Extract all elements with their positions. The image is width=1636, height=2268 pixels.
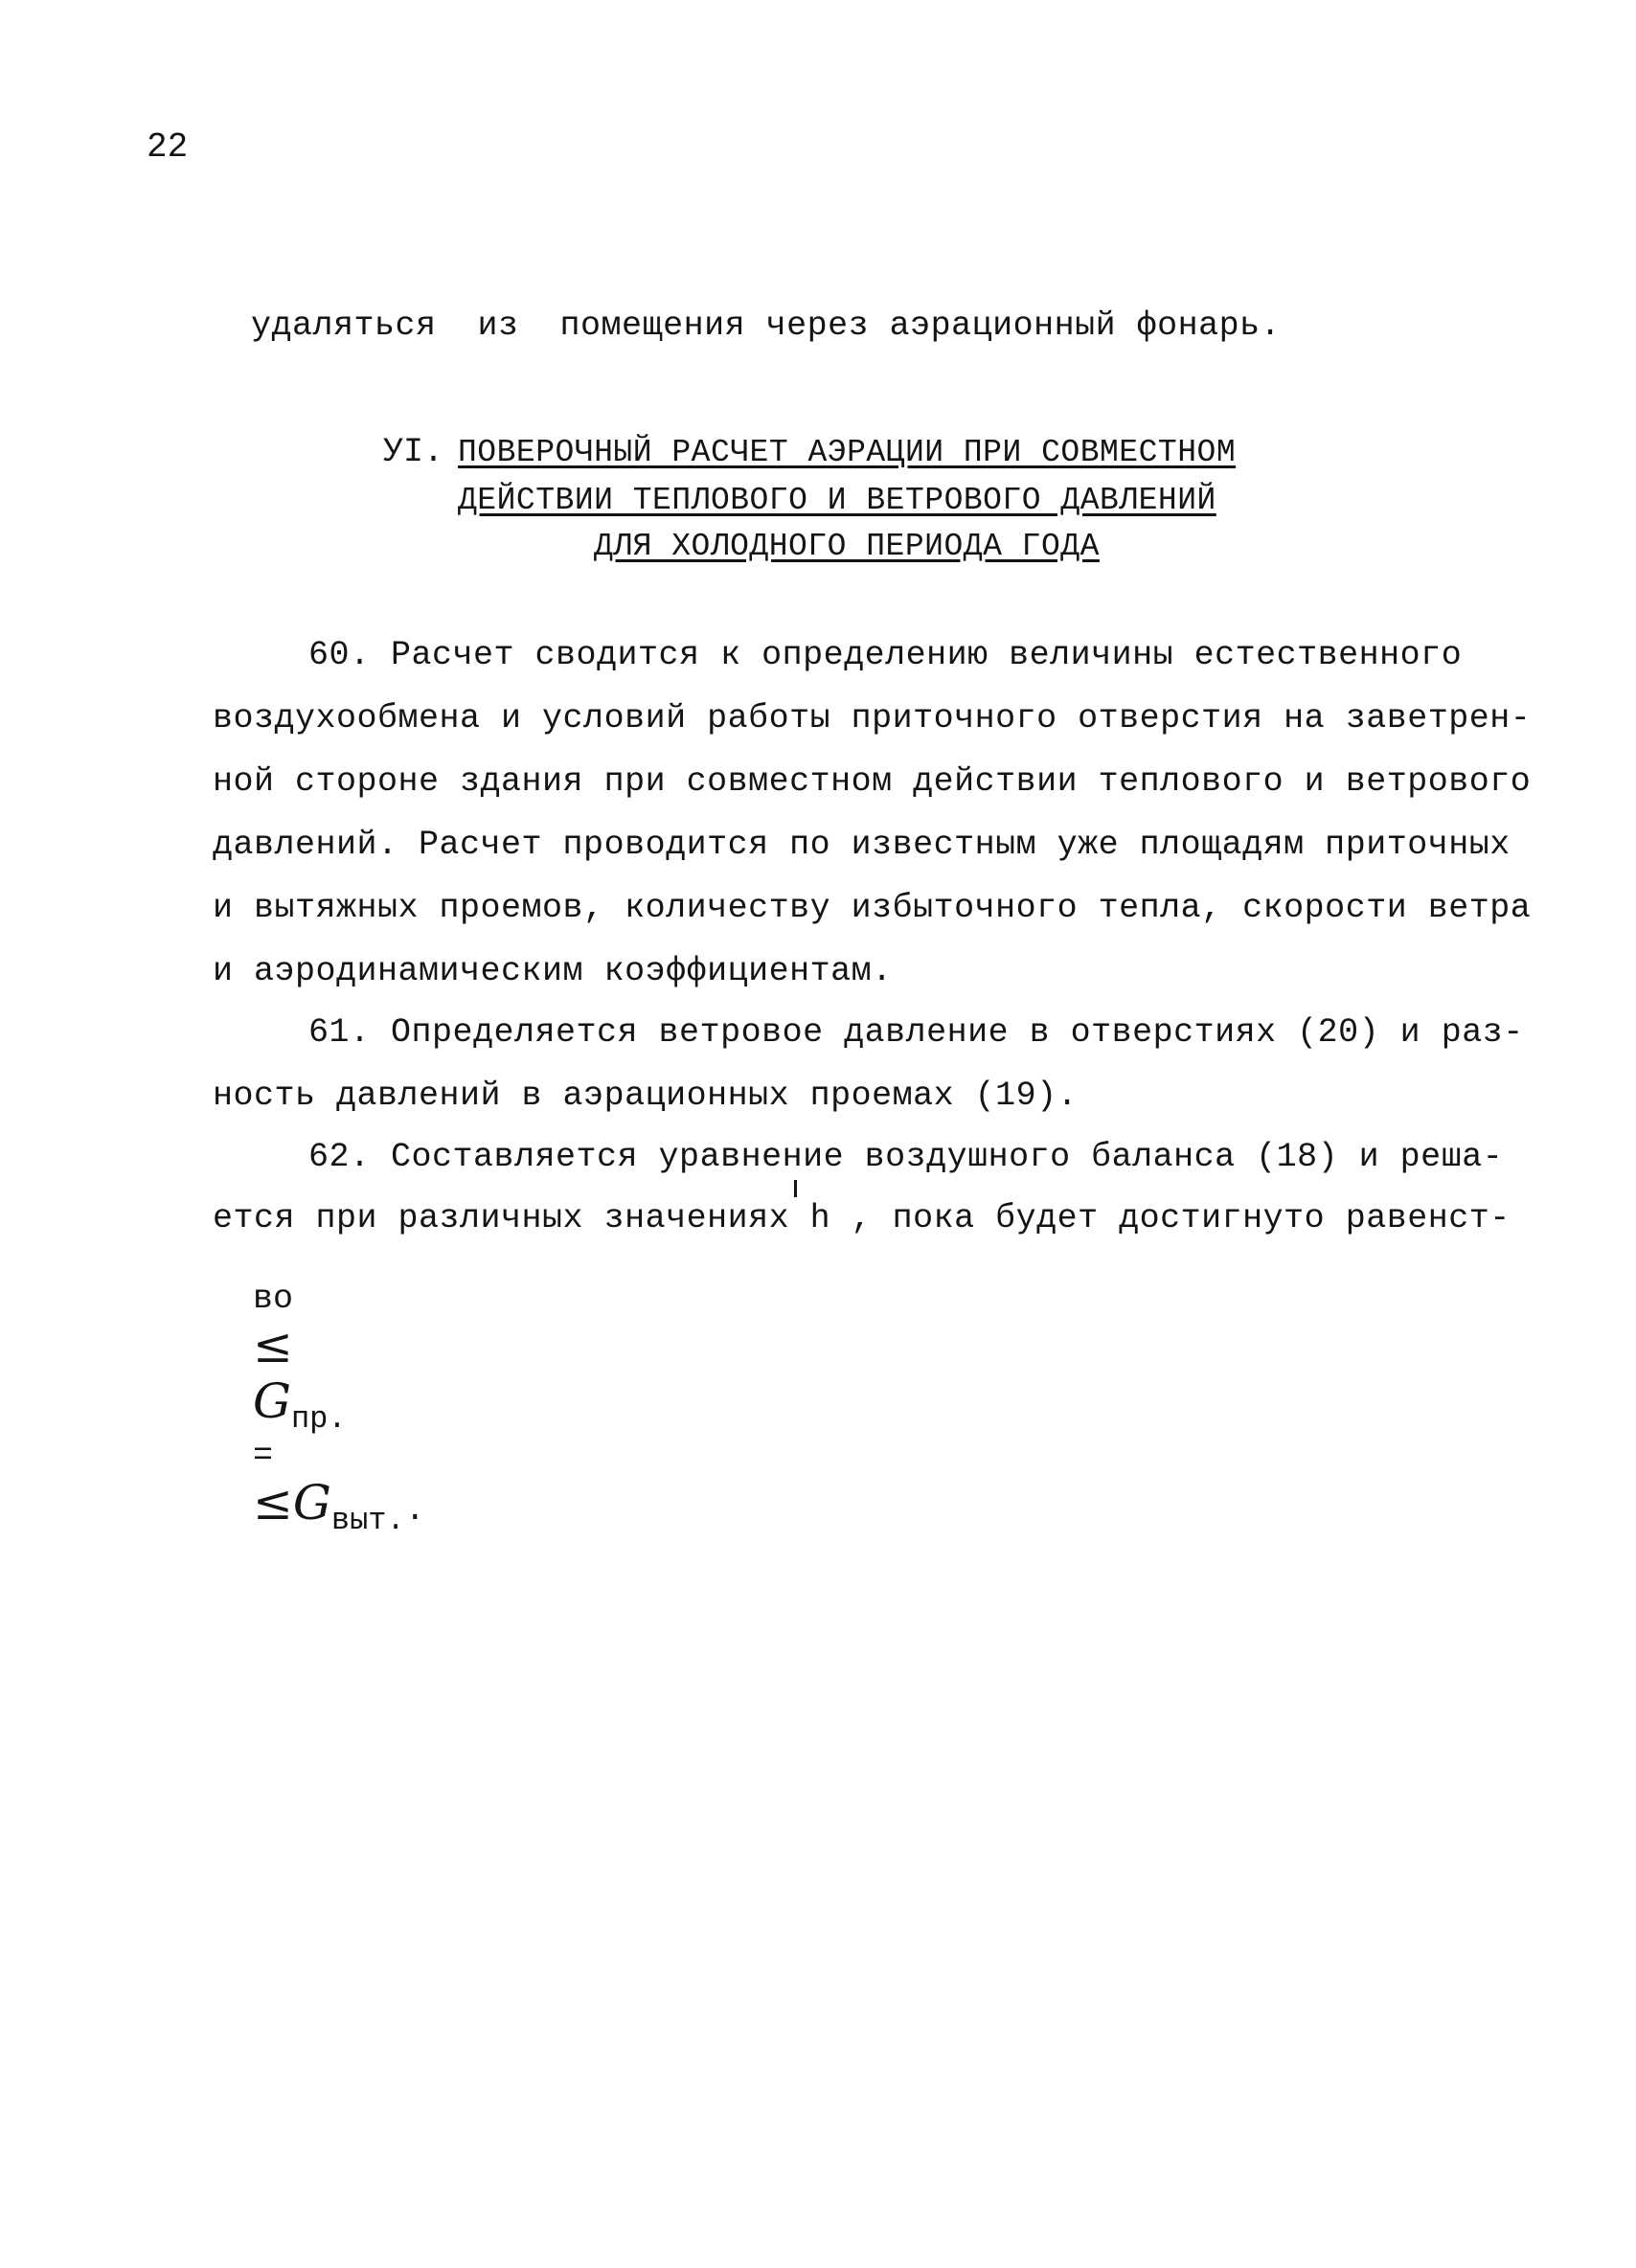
subscript-left: пр. (290, 1401, 347, 1437)
para-61-line-1: 61. Определяется ветровое давление в отверстиях (20) и раз- (308, 1013, 1524, 1052)
para-60-line-5: и вытяжных проемов, количеству избыточного тепла, скорости ветра (213, 889, 1532, 927)
section-title-line-3: ДЛЯ ХОЛОДНОГО ПЕРИОДА ГОДА (594, 529, 1100, 564)
para-60-line-1: 60. Расчет сводится к определению величины естественного (308, 636, 1463, 674)
tick-mark (794, 1180, 797, 1197)
formula-prefix: во (253, 1280, 294, 1318)
g-symbol-left: G (253, 1373, 291, 1429)
formula-end: . (404, 1491, 425, 1530)
para-62-line-2: ется при различных значениях h , пока будет достигнуто равенст- (213, 1199, 1511, 1237)
g-symbol-right: G (292, 1475, 331, 1531)
section-title-line-2: ДЕЙСТВИИ ТЕПЛОВОГО И ВЕТРОВОГО ДАВЛЕНИЙ (458, 483, 1216, 518)
sum-symbol-right: ≤ (253, 1475, 293, 1531)
para-60-line-6: и аэродинамическим коэффициентам. (213, 952, 893, 990)
sum-symbol-left: ≤ (253, 1318, 293, 1373)
equals-sign: = (253, 1437, 274, 1475)
para-61-line-2: ность давлений в аэрационных проемах (19). (213, 1077, 1079, 1115)
section-prefix: УI. (383, 433, 444, 471)
subscript-right: выт. (330, 1503, 405, 1538)
page-number: 22 (147, 127, 189, 167)
para-60-line-4: давлений. Расчет проводится по известным уже площадям приточных (213, 826, 1511, 864)
intro-line: удаляться из помещения через аэрационный фонарь. (251, 306, 1282, 345)
para-62-line-1: 62. Составляется уравнение воздушного баланса (18) и реша- (308, 1138, 1504, 1176)
para-60-line-3: ной стороне здания при совместном действии теплового и ветрового (213, 762, 1532, 801)
para-60-line-2: воздухообмена и условий работы приточного отверстия на заветрен- (213, 699, 1532, 737)
section-title-line-1: ПОВЕРОЧНЫЙ РАСЧЕТ АЭРАЦИИ ПРИ СОВМЕСТНОМ (458, 435, 1237, 470)
balance-formula (213, 1241, 425, 1538)
